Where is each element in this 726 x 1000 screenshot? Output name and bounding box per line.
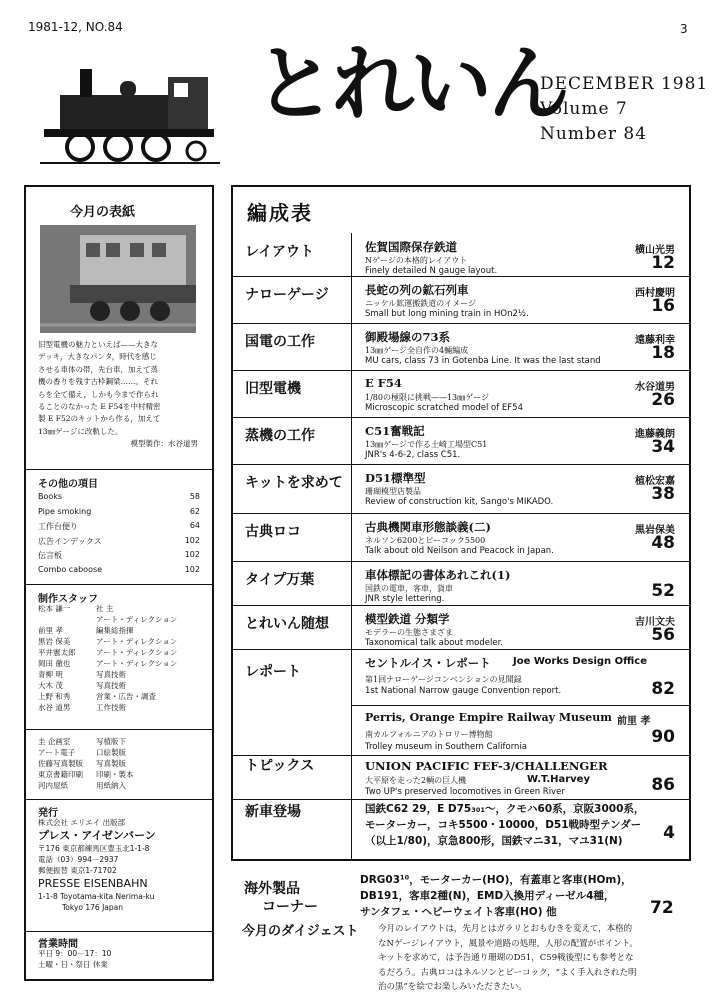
article-title[interactable]: 長蛇の列の鉱石列車 [365, 283, 469, 297]
article-author: Joe Works Design Office [513, 656, 647, 667]
cover-photo [40, 225, 196, 333]
article-author: 西村慶明 [635, 288, 675, 299]
article-title[interactable]: 佐賀国際保存鉄道 [365, 240, 457, 254]
article-title[interactable]: 車体標記の書体あれこれ(1) [365, 568, 511, 582]
page-ref: 86 [651, 775, 675, 795]
row-divider [233, 561, 689, 562]
category-label: 国電の工作 [245, 334, 315, 350]
article-author: 植松宏嘉 [635, 476, 675, 487]
page-ref: 16 [651, 296, 675, 316]
article-title[interactable]: セントルイス・レポート [365, 656, 491, 670]
divider [26, 729, 212, 730]
digest-title: 今月のダイジェスト [242, 924, 359, 939]
page-ref: 52 [651, 581, 675, 601]
left-sidebar [24, 185, 214, 981]
staff-list: 松本 謙一 社 主 アート・ディレクション 前里 孝 編集総指揮 黒岩 保美 アート・ディレクション 平井憲太郎 アート・ディレクション 岡田 徹也 アート・ディレクション 青柳 明 写真技術 大木 茂 写真技術 上野 和秀 営業・広告・調査 水谷 道男 工作技術 [38, 604, 178, 712]
row-divider [233, 370, 689, 371]
article-subtitle: Nゲージの本格的レイアウト [365, 256, 468, 265]
page-ref: 38 [651, 484, 675, 504]
hours-heading: 営業時間 [38, 939, 78, 950]
article-english: Review of construction kit, Sango's MIKADO. [365, 497, 554, 507]
divider [26, 931, 212, 932]
article-subtitle: ネルソン6200とピーコック5500 [365, 536, 486, 545]
article-title[interactable]: C51奮戦記 [365, 424, 425, 438]
issue-info [540, 72, 708, 147]
cover-credit: 模型製作：水谷道男 [130, 439, 198, 449]
article-author: 遠藤利幸 [635, 335, 675, 346]
article-english: Microscopic scratched model of EF54 [365, 403, 523, 413]
page-ref: 48 [651, 533, 675, 553]
business-hours: 平日 9：00－17：10 土曜・日・祭日 休業 [38, 949, 112, 969]
magazine-logo: とれいん [254, 37, 567, 132]
category-label: レイアウト [245, 244, 314, 260]
article-subtitle: モデラーの生態さまざま [365, 628, 453, 637]
cover-description: 旧型電機の魅力といえば——大きな デッキ，大きなパンタ，時代を感じ させる車体の帯，先台車，加えて蒸 機の香りを残す古枠鋼梁……。それ らを全て備え，しかも今まで作られ ることのなかった E F54を中村精密 製 E F52のキットから作る，加えて 13㎜ゲージに改軌した。 模型製作：水谷道男 [38, 339, 202, 451]
article-title[interactable]: 古典機関車形態談義(二) [365, 520, 491, 534]
article-subtitle: 国鉄の電車，客車，貨車 [365, 584, 453, 593]
printers-list: 圭 企画室 写植版下 アート電子 口絵製版 佐藤写真製版 写真製版 東京書籍印刷 印刷・製本 河内屋紙 用紙納入 [38, 737, 134, 790]
category-label: 海外製品 [244, 881, 300, 897]
article-subtitle: 13㎜ゲージ全自作の4輛編成 [365, 346, 469, 355]
article-author: 前里 孝 [617, 716, 651, 727]
category-label: とれいん随想 [245, 616, 329, 632]
page-ref: 90 [651, 727, 675, 747]
list-item: Combo caboose 102 [38, 564, 200, 574]
table-of-contents: 編成表 レイアウト 佐賀国際保存鉄道 Nゲージの本格的レイアウト Finely detailed N gauge layout. 横山光男 12 ナローゲージ 長蛇の列の鉱石列車 ニッケル鉱運搬鉄道のイメージ Small but long mining train in HOn2½. 西村慶明 16 国電の工作 御殿場線の73系 13㎜ゲージ全自作の4輛編成 MU cars, class 73 in Gotenba Line. It was the last stand 遠藤利幸 18 旧型電機 E F54 1/80の極限に挑戦——13㎜ゲージ Microscopic scratched model of EF54 水谷道男 26 蒸機の工作 C51奮戦記 13㎜ゲージで作る土崎工場型C51 JNR's 4-6-2, class C51. 進藤義朗 34 キットを求めて D51標準型 珊瑚模型店製品 Review of construction kit, Sango's MIKADO. 植松宏嘉 38 古典ロコ 古典機関車形態談義(二) ネルソン6200とピーコック5500 Talk about old Neilson and Peacock in Japan. 黒岩保美 48 タイプ万葉 車体標記の書体あれこれ(1) 国鉄の電車，客車，貨車 JNR style lettering. 52 とれいん随想 模型鉄道 分類学 モデラーの生態さまざま Taxonomical talk about modeler. 吉川文夫 56 レポート セントルイス・レポート Joe Works Design Office 第1回ナローゲージコンベンションの見聞録 1st National Narrow gauge Convention report. 82 Perris, Orange Empire Railway Museum 前里 孝 南カルフォルニアのトロリー博物館 Trolley museum in Southern California 90 トピックス UNION PACIFIC FEF-3/CHALLENGER 大平原を走った2輌の巨人機 W.T.Harvey Two UP's preserved locomotives in Green River 86 新車登場 国鉄C62 29，E D75₃₀₁～，クモハ60系，京阪3000系， モーターカー，コキ5500・10000，D51戦時型テンダー （以上1/80)，京急800形，国鉄マニ31，マユ31(N) 4 [231, 185, 691, 861]
article-english: Finely detailed N gauge layout. [365, 266, 498, 276]
category-label: トピックス [245, 758, 315, 774]
article-subtitle: ニッケル鉱運搬鉄道のイメージ [365, 299, 477, 308]
page-ref: 56 [651, 625, 675, 645]
page-ref: 4 [663, 823, 675, 843]
article-title[interactable]: UNION PACIFIC FEF-3/CHALLENGER [365, 759, 608, 773]
article-english: Talk about old Neilson and Peacock in Japan. [365, 546, 554, 556]
article-english: MU cars, class 73 in Gotenba Line. It was the last stand [365, 356, 601, 366]
other-heading: その他の項目 [38, 479, 98, 490]
article-title[interactable]: Perris, Orange Empire Railway Museum [365, 711, 612, 724]
article-subtitle: 1/80の極限に挑戦——13㎜ゲージ [365, 393, 489, 402]
new-products-list: 国鉄C62 29，E D75₃₀₁～，クモハ60系，京阪3000系， モーターカー，コキ5500・10000，D51戦時型テンダー （以上1/80)，京急800形，国鉄マニ31，マユ31(N) [365, 803, 645, 847]
row-divider [233, 323, 689, 324]
list-item: 伝言板 102 [38, 550, 200, 560]
toc-title: 編成表 [247, 201, 313, 225]
page-ref: 34 [651, 437, 675, 457]
article-author: W.T.Harvey [527, 774, 590, 785]
article-title[interactable]: 御殿場線の73系 [365, 330, 451, 344]
issue-number-en: Number 84 [540, 124, 648, 144]
article-subtitle: 珊瑚模型店製品 [365, 487, 421, 496]
issue-number: 1981-12, NO.84 [28, 20, 123, 34]
article-english: JNR style lettering. [365, 594, 445, 604]
category-label: 古典ロコ [245, 524, 301, 540]
article-author: 水谷道男 [635, 382, 675, 393]
page-number: 3 [680, 22, 688, 36]
article-title[interactable]: D51標準型 [365, 471, 426, 485]
category-label: タイプ万葉 [245, 572, 315, 588]
publisher-heading: 発行 [38, 808, 58, 819]
issue-date: DECEMBER 1981 [540, 74, 709, 94]
list-item: 工作台便り 64 [38, 521, 200, 531]
category-label: コーナー [262, 899, 318, 915]
divider [26, 584, 212, 585]
article-author: 吉川文夫 [635, 617, 675, 628]
divider [26, 469, 212, 470]
divider [26, 799, 212, 800]
other-items-list [38, 492, 200, 579]
staff-heading: 制作スタッフ [38, 594, 98, 605]
category-label: レポート [245, 664, 301, 680]
row-divider [233, 464, 689, 465]
digest-text: 今月のレイアウトは，先月とはガラリとおもむきを変えて，本格的 なNゲージレイアウト，風景や道路の処理，人形の配置がポイント。 キットを求めて，は予告通り珊瑚のD51，C59戦後型にも参考とな るだろう。古典ロコはネルソンとピーコック，“よく手入れされた明 治の黒”を絵でお楽しみいただきたい。 [378, 924, 638, 992]
row-divider [233, 513, 689, 514]
page-ref: 72 [650, 898, 674, 918]
page-ref: 26 [651, 390, 675, 410]
list-item: 広告インデックス 102 [38, 535, 200, 546]
row-divider [233, 605, 689, 606]
article-title[interactable]: E F54 [365, 376, 402, 390]
article-title[interactable]: 模型鉄道 分類学 [365, 612, 450, 626]
category-label: 蒸機の工作 [245, 428, 315, 444]
article-english: Taxonomical talk about modeler. [365, 638, 504, 648]
category-label: 新車登場 [245, 804, 301, 820]
category-label: キットを求めて [245, 475, 343, 491]
article-subtitle: 13㎜ゲージで作る土崎工場型C51 [365, 440, 488, 449]
row-divider [233, 417, 689, 418]
cover-heading: 今月の表紙 [70, 205, 136, 220]
list-item: Pipe smoking 62 [38, 506, 200, 516]
page-ref: 12 [651, 253, 675, 273]
article-author: 黒岩保美 [635, 525, 675, 536]
foreign-products-list: DRG03¹⁰，モーターカー(HO)，有蓋車と客車(HOm)， DB191，客車2種(N)，EMD入換用ディーゼル4種， サンタフェ・ヘビーウェイト客車(HO) 他 [360, 874, 632, 918]
issue-volume: Volume 7 [540, 99, 628, 119]
list-item: Books 58 [38, 492, 200, 501]
row-divider [233, 276, 689, 277]
category-label: ナローゲージ [245, 287, 329, 303]
page-ref: 82 [651, 679, 675, 699]
article-author: 進藤義朗 [635, 429, 675, 440]
article-author: 横山光男 [635, 245, 675, 256]
category-label: 旧型電機 [245, 381, 301, 397]
article-english: JNR's 4-6-2, class C51. [365, 450, 461, 460]
steam-locomotive-illustration [40, 55, 220, 175]
page-ref: 18 [651, 343, 675, 363]
article-english: Small but long mining train in HOn2½. [365, 309, 529, 319]
column-divider [351, 233, 352, 859]
publisher-info: 株式会社 エリエイ 出版部 プレス・アイゼンバーン 〒176 東京都練馬区豊玉北1-1-8 電話（03）994－2937 郵便振替 東京1-71702 PRESSE EISENBAHN 1-1-8 Toyotama-kita Nerima-ku Tokyo 176 Japan [38, 818, 156, 912]
